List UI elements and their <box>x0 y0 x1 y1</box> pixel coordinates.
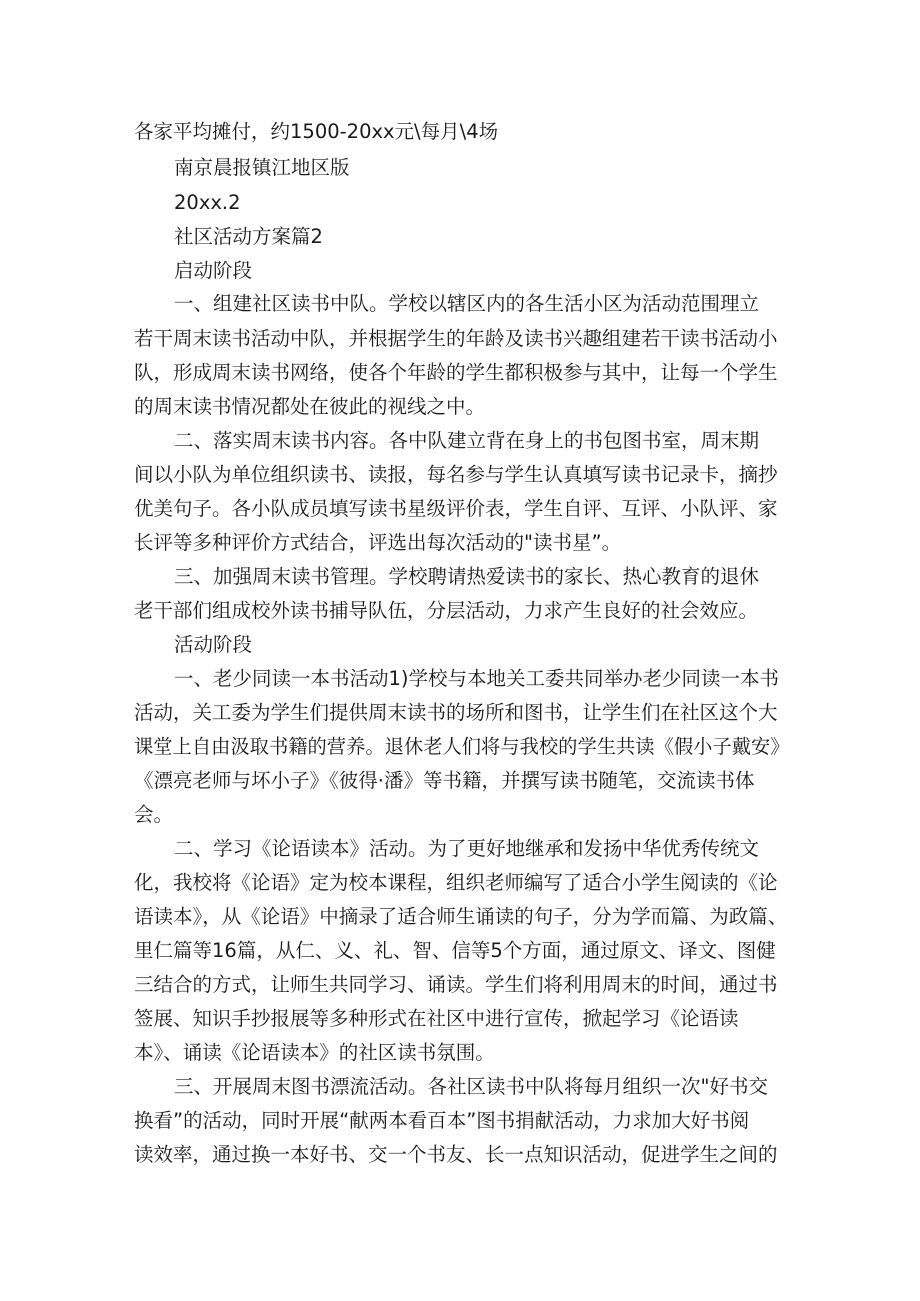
text-line: 老干部们组成校外读书捕导队伍，分层活动，力求产生良好的社会效应。 <box>134 599 759 622</box>
text-line: 换看”的活动，同时开展“献两本看百本”图书捐献活动，力求加大好书阅 <box>134 1109 750 1132</box>
text-line: 间以小队为单位组织读书、读报，每名参与学生认真填写读书记录卡，摘抄 <box>134 463 778 486</box>
text-line: 三结合的方式，让师生共同学习、诵读。学生们将利用周末的时间，通过书 <box>134 973 778 996</box>
text-line: 三、加强周末读书管理。学校聘请热爱读书的家长、热心教育的退休 <box>174 565 760 588</box>
text-line: 语读本》，从《论语》中摘录了适合师生诵读的句子，分为学而篇、为政篇、 <box>134 905 788 928</box>
text-line: 一、组建社区读书中队。学校以辖区内的各生活小区为活动范围理立 <box>174 292 760 315</box>
text-line: 若干周末读书活动中队，并根据学生的年龄及读书兴趣组建若干读书活动小 <box>134 327 778 350</box>
text-line: 本》、诵读《论语读本》的社区读书氛围。 <box>134 1041 495 1064</box>
text-line: 优美句子。各小队成员填写读书星级评价表，学生自评、互评、小队评、家 <box>134 497 778 520</box>
text-line: 课堂上自由汲取书籍的营养。退休老人们将与我校的学生共读《假小子戴安》 <box>134 735 790 758</box>
text-line: 20xx.2 <box>174 191 241 214</box>
text-line: 二、学习《论语读本》活动。为了更好地继承和发扬中华优秀传统文 <box>174 837 760 860</box>
text-line: 读效率，通过换一本好书、交一个书友、长一点知识活动，促进学生之间的 <box>134 1143 778 1166</box>
text-line: 里仁篇等16篇，从仁、义、礼、智、信等5个方面，通过原文、译文、图健 <box>134 939 776 962</box>
text-line: 三、开展周末图书漂流活动。各社区读书中队将每月组织一次"好书交 <box>174 1075 768 1098</box>
text-line: 会。 <box>134 803 174 826</box>
text-line: 队，形成周末读书网络，使各个年龄的学生都积极参与其中，让每一个学生 <box>134 361 778 384</box>
text-line: 化，我校将《论语》定为校本课程，组织老师编写了适合小学生阅读的《论 <box>134 871 778 894</box>
section-heading: 活动阶段 <box>174 633 253 656</box>
text-line: 《漂亮老师与坏小子》《彼得·潘》等书籍，并撰写读书随笔，交流读书体 <box>134 769 755 792</box>
text-line: 二、落实周末读书内容。各中队建立背在身上的书包图书室，周末期 <box>174 429 760 452</box>
section-heading: 社区活动方案篇2 <box>174 225 323 248</box>
text-line: 签展、知识手抄报展等多种形式在社区中进行宣传，掀起学习《论语读 <box>134 1007 739 1030</box>
section-heading: 启动阶段 <box>174 259 253 282</box>
text-line: 一、老少同读一本书活动1)学校与本地关工委共同举办老少同读一本书 <box>174 667 780 690</box>
text-line: 活动，关工委为学生们提供周末读书的场所和图书，让学生们在社区这个大 <box>134 701 778 724</box>
text-line: 的周末读书情况都处在彼此的视线之中。 <box>134 395 486 418</box>
text-line: 南京晨报镇江地区版 <box>174 156 350 179</box>
text-line: 各家平均摊付，约1500-20xx元\每月\4场 <box>134 120 499 143</box>
text-line: 长评等多种评价方式结合，评选出每次活动的"读书星”。 <box>134 531 622 554</box>
